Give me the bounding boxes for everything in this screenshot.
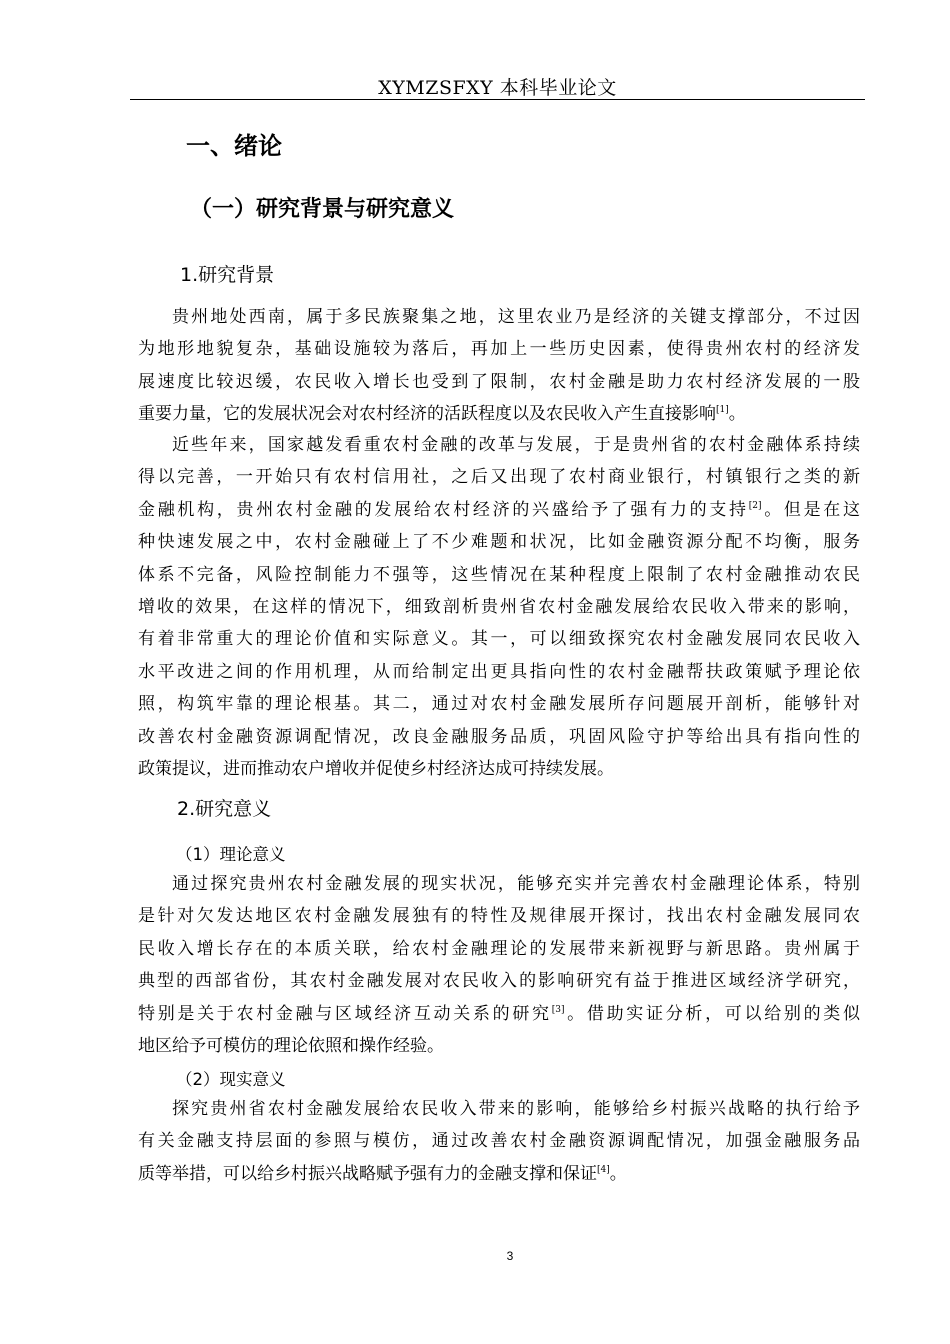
paragraph-line: 为地形地貌复杂，基础设施较为落后，再加上一些历史因素，使得贵州农村的经济发 [138, 339, 860, 360]
paragraph-line: 种快速发展之中，农村金融碰上了不少难题和状况，比如金融资源分配不均衡，服务 [138, 532, 860, 553]
paragraph-practical [138, 1093, 860, 1190]
chapter-title: 一、绪论 [186, 132, 282, 160]
paragraph-line [138, 398, 860, 430]
paragraph-text: 。 [609, 1163, 627, 1184]
paragraph-line: 典型的西部省份，其农村金融发展对农民收入的影响研究有益于推进区域经济学研究， [138, 971, 860, 992]
subsection-title-significance: 2.研究意义 [177, 798, 272, 820]
paragraph-text: 。借助实证分析，可以给别的类似 [564, 1003, 861, 1024]
paragraph-line: 通过探究贵州农村金融发展的现实状况，能够充实并完善农村金融理论体系，特别 [172, 874, 860, 894]
running-header: XYMZSFXY 本科毕业论文 [378, 77, 617, 99]
paragraph-line: 民收入增长存在的本质关联，给农村金融理论的发展带来新视野与新思路。贵州属于 [138, 938, 860, 959]
paragraph-text: 特别是关于农村金融与区域经济互动关系的研究 [138, 1003, 552, 1024]
citation-ref: [2] [748, 500, 762, 511]
paragraph-line: 贵州地处西南，属于多民族聚集之地，这里农业乃是经济的关键支撑部分，不过因 [172, 307, 860, 327]
citation-ref: [1] [716, 405, 729, 416]
paragraph-line: 改善农村金融资源调配情况，改良金融服务品质，巩固风险守护等给出具有指向性的 [138, 726, 860, 747]
paragraph-line: 有关金融支持层面的参照与模仿，通过改善农村金融资源调配情况，加强金融服务品 [138, 1131, 860, 1152]
paragraph-line: 是针对欠发达地区农村金融发展独有的特性及规律展开探讨，找出农村金融发展同农 [138, 906, 860, 927]
paragraph-text: 金融机构，贵州农村金融的发展给农村经济的兴盛给予了强有力的支持 [138, 499, 749, 520]
paragraph-line: 增收的效果，在这样的情况下，细致剖析贵州省农村金融发展给农民收入带来的影响， [138, 597, 860, 618]
paragraph-line [138, 1158, 860, 1190]
header-divider [130, 99, 865, 100]
paragraph-line [138, 494, 860, 526]
citation-ref: [3] [551, 1004, 565, 1015]
paragraph-text: 。 [728, 404, 746, 425]
subsubsection-title-practical: （2）现实意义 [176, 1070, 286, 1089]
paragraph-background-1 [138, 301, 860, 431]
paragraph-line: 近些年来，国家越发看重农村金融的改革与发展，于是贵州省的农村金融体系持续 [172, 435, 860, 455]
section-title: （一）研究背景与研究意义 [190, 197, 455, 222]
paragraph-text: 质等举措，可以给乡村振兴战略赋予强有力的金融支撑和保证 [138, 1163, 597, 1184]
page-number: 3 [506, 1249, 514, 1263]
paragraph-line: 探究贵州省农村金融发展给农民收入带来的影响，能够给乡村振兴战略的执行给予 [172, 1099, 860, 1119]
paragraph-text: 重要力量，它的发展状况会对农村经济的活跃程度以及农民收入产生直接影响 [138, 404, 716, 425]
paragraph-line: 水平改进之间的作用机理，从而给制定出更具指向性的农村金融帮扶政策赋予理论依 [138, 661, 860, 682]
subsection-title-background: 1.研究背景 [180, 264, 275, 286]
paragraph-line: 得以完善，一开始只有农村信用社，之后又出现了农村商业银行，村镇银行之类的新 [138, 467, 860, 488]
paragraph-background-2 [138, 429, 860, 785]
paragraph-line: 体系不完备，风险控制能力不强等，这些情况在某种程度上限制了农村金融推动农民 [138, 564, 860, 585]
paragraph-line [138, 998, 860, 1030]
paragraph-line: 展速度比较迟缓，农民收入增长也受到了限制，农村金融是助力农村经济发展的一股 [138, 371, 860, 392]
paragraph-line: 地区给予可模仿的理论依照和操作经验。 [138, 1036, 444, 1057]
paragraph-line: 照，构筑牢靠的理论根基。其二，通过对农村金融发展所存问题展开剖析，能够针对 [138, 694, 860, 715]
paragraph-text: 。但是在这 [761, 499, 861, 520]
subsubsection-title-theoretical: （1）理论意义 [176, 845, 286, 864]
citation-ref: [4] [597, 1164, 610, 1175]
paragraph-theoretical [138, 868, 860, 1062]
paragraph-line: 有着非常重大的理论价值和实际意义。其一，可以细致探究农村金融发展同农民收入 [138, 629, 860, 650]
paragraph-line: 政策提议，进而推动农户增收并促使乡村经济达成可持续发展。 [138, 759, 614, 780]
